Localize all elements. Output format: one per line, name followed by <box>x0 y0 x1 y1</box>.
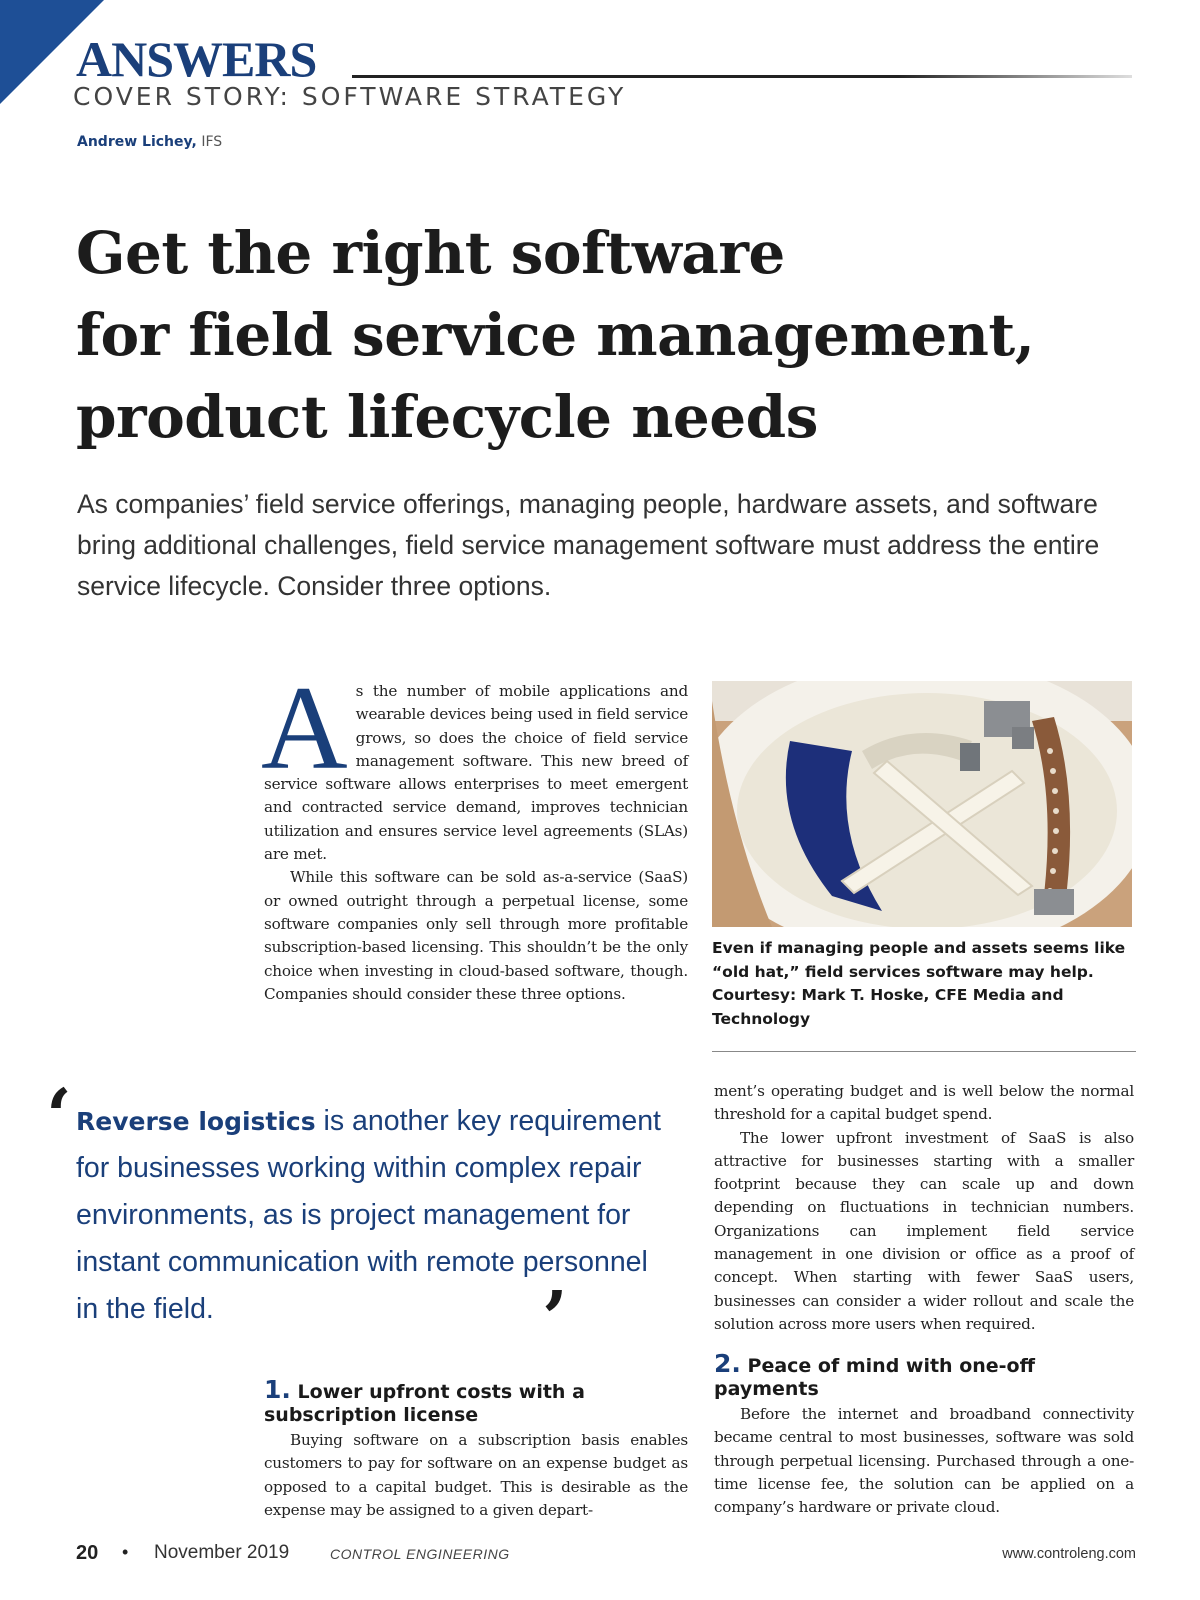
byline <box>77 134 222 150</box>
page-number: 20 <box>76 1542 99 1564</box>
page-footer <box>76 1542 1136 1572</box>
kicker: COVER STORY: SOFTWARE STRATEGY <box>73 82 627 111</box>
continued-paragraph: ment’s operating budget and is well below the normal threshold for a capital budget spend. <box>714 1082 1134 1124</box>
section-1-column <box>264 1429 688 1522</box>
section-2-title: Peace of mind with one-off payments <box>714 1355 1035 1400</box>
caption-divider <box>712 1051 1136 1052</box>
issue-date: November 2019 <box>154 1542 290 1563</box>
drop-cap: A <box>261 661 348 794</box>
hard-hat-photo <box>712 681 1132 927</box>
section-1-paragraph: Buying software on a subscription basis enables customers to pay for software on an expense budget as opposed to a capital budget. This is desirable as the expense may be assigned to a given depart- <box>264 1431 688 1519</box>
headline <box>76 212 1156 458</box>
header-rule <box>352 75 1132 78</box>
continued-paragraph-2: The lower upfront investment of SaaS is also attractive for businesses starting with a smaller footprint because they can scale up and down depending on fluctuations in technician numbers. Organizations can implement field service management in one division or office as a proof of concept. When starting with fewer SaaS users, businesses can consider a wider rollout and scale the solution across more users when required. <box>714 1128 1134 1333</box>
close-quote-mark: ’ <box>542 1276 568 1362</box>
section-1-heading <box>264 1375 688 1427</box>
pull-quote-lead: Reverse logistics <box>76 1107 316 1136</box>
hard-hat-illustration <box>712 681 1132 927</box>
photo-caption: Even if managing people and assets seems like “old hat,” field services software may help. Courtesy: Mark T. Hoske, CFE Media and Technology <box>712 939 1126 1028</box>
open-quote-mark: ‘ <box>46 1074 72 1160</box>
magazine-name: CONTROL ENGINEERING <box>330 1546 510 1562</box>
headline-line: for field service management, <box>76 301 1035 369</box>
website-link[interactable]: www.controleng.com <box>1002 1546 1136 1562</box>
pull-quote <box>76 1098 676 1333</box>
section-1-title: Lower upfront costs with a subscription license <box>264 1381 585 1426</box>
footer-bullet: • <box>122 1542 129 1562</box>
section-2-heading <box>714 1349 1138 1401</box>
right-column-continued <box>714 1080 1134 1336</box>
headline-line: product lifecycle needs <box>76 383 818 451</box>
intro-paragraph-2: While this software can be sold as-a-service (SaaS) or owned outright through a perpetual license, some software companies only sell through more profitable subscription-based licensing. This shouldn’t be the only choice when investing in cloud-based software, though. Companies should consider these three options. <box>264 868 688 1003</box>
section-label: ANSWERS <box>76 31 317 87</box>
byline-org: IFS <box>201 134 223 150</box>
pull-quote-text: is another key requirement for businesses working within complex repair environments, as is project management for instant communication with remote personnel in the field. <box>76 1105 661 1325</box>
section-1-number: 1. <box>264 1375 291 1404</box>
intro-paragraph: s the number of mobile applications and wearable devices being used in field service grows, so does the choice of field service management software. This new breed of service software allows enterprises to meet emergent and contracted service demand, improves technician utilization and ensures service level agreements (SLAs) are met. <box>264 682 688 864</box>
headline-line: Get the right software <box>76 219 785 287</box>
section-2-paragraph: Before the internet and broadband connectivity became central to most businesses, software was sold through perpetual licensing. Purchased through a one-time license fee, the solution can be applied on a company’s hardware or private cloud. <box>714 1405 1134 1517</box>
byline-author: Andrew Lichey, <box>77 134 197 150</box>
section-2-number: 2. <box>714 1349 741 1378</box>
deck: As companies’ field service offerings, managing people, hardware assets, and software bring additional challenges, field service management software must address the entire service lifecycle. Consider three options. <box>77 489 1100 601</box>
intro-column <box>261 661 688 1006</box>
section-2-column <box>714 1403 1134 1519</box>
